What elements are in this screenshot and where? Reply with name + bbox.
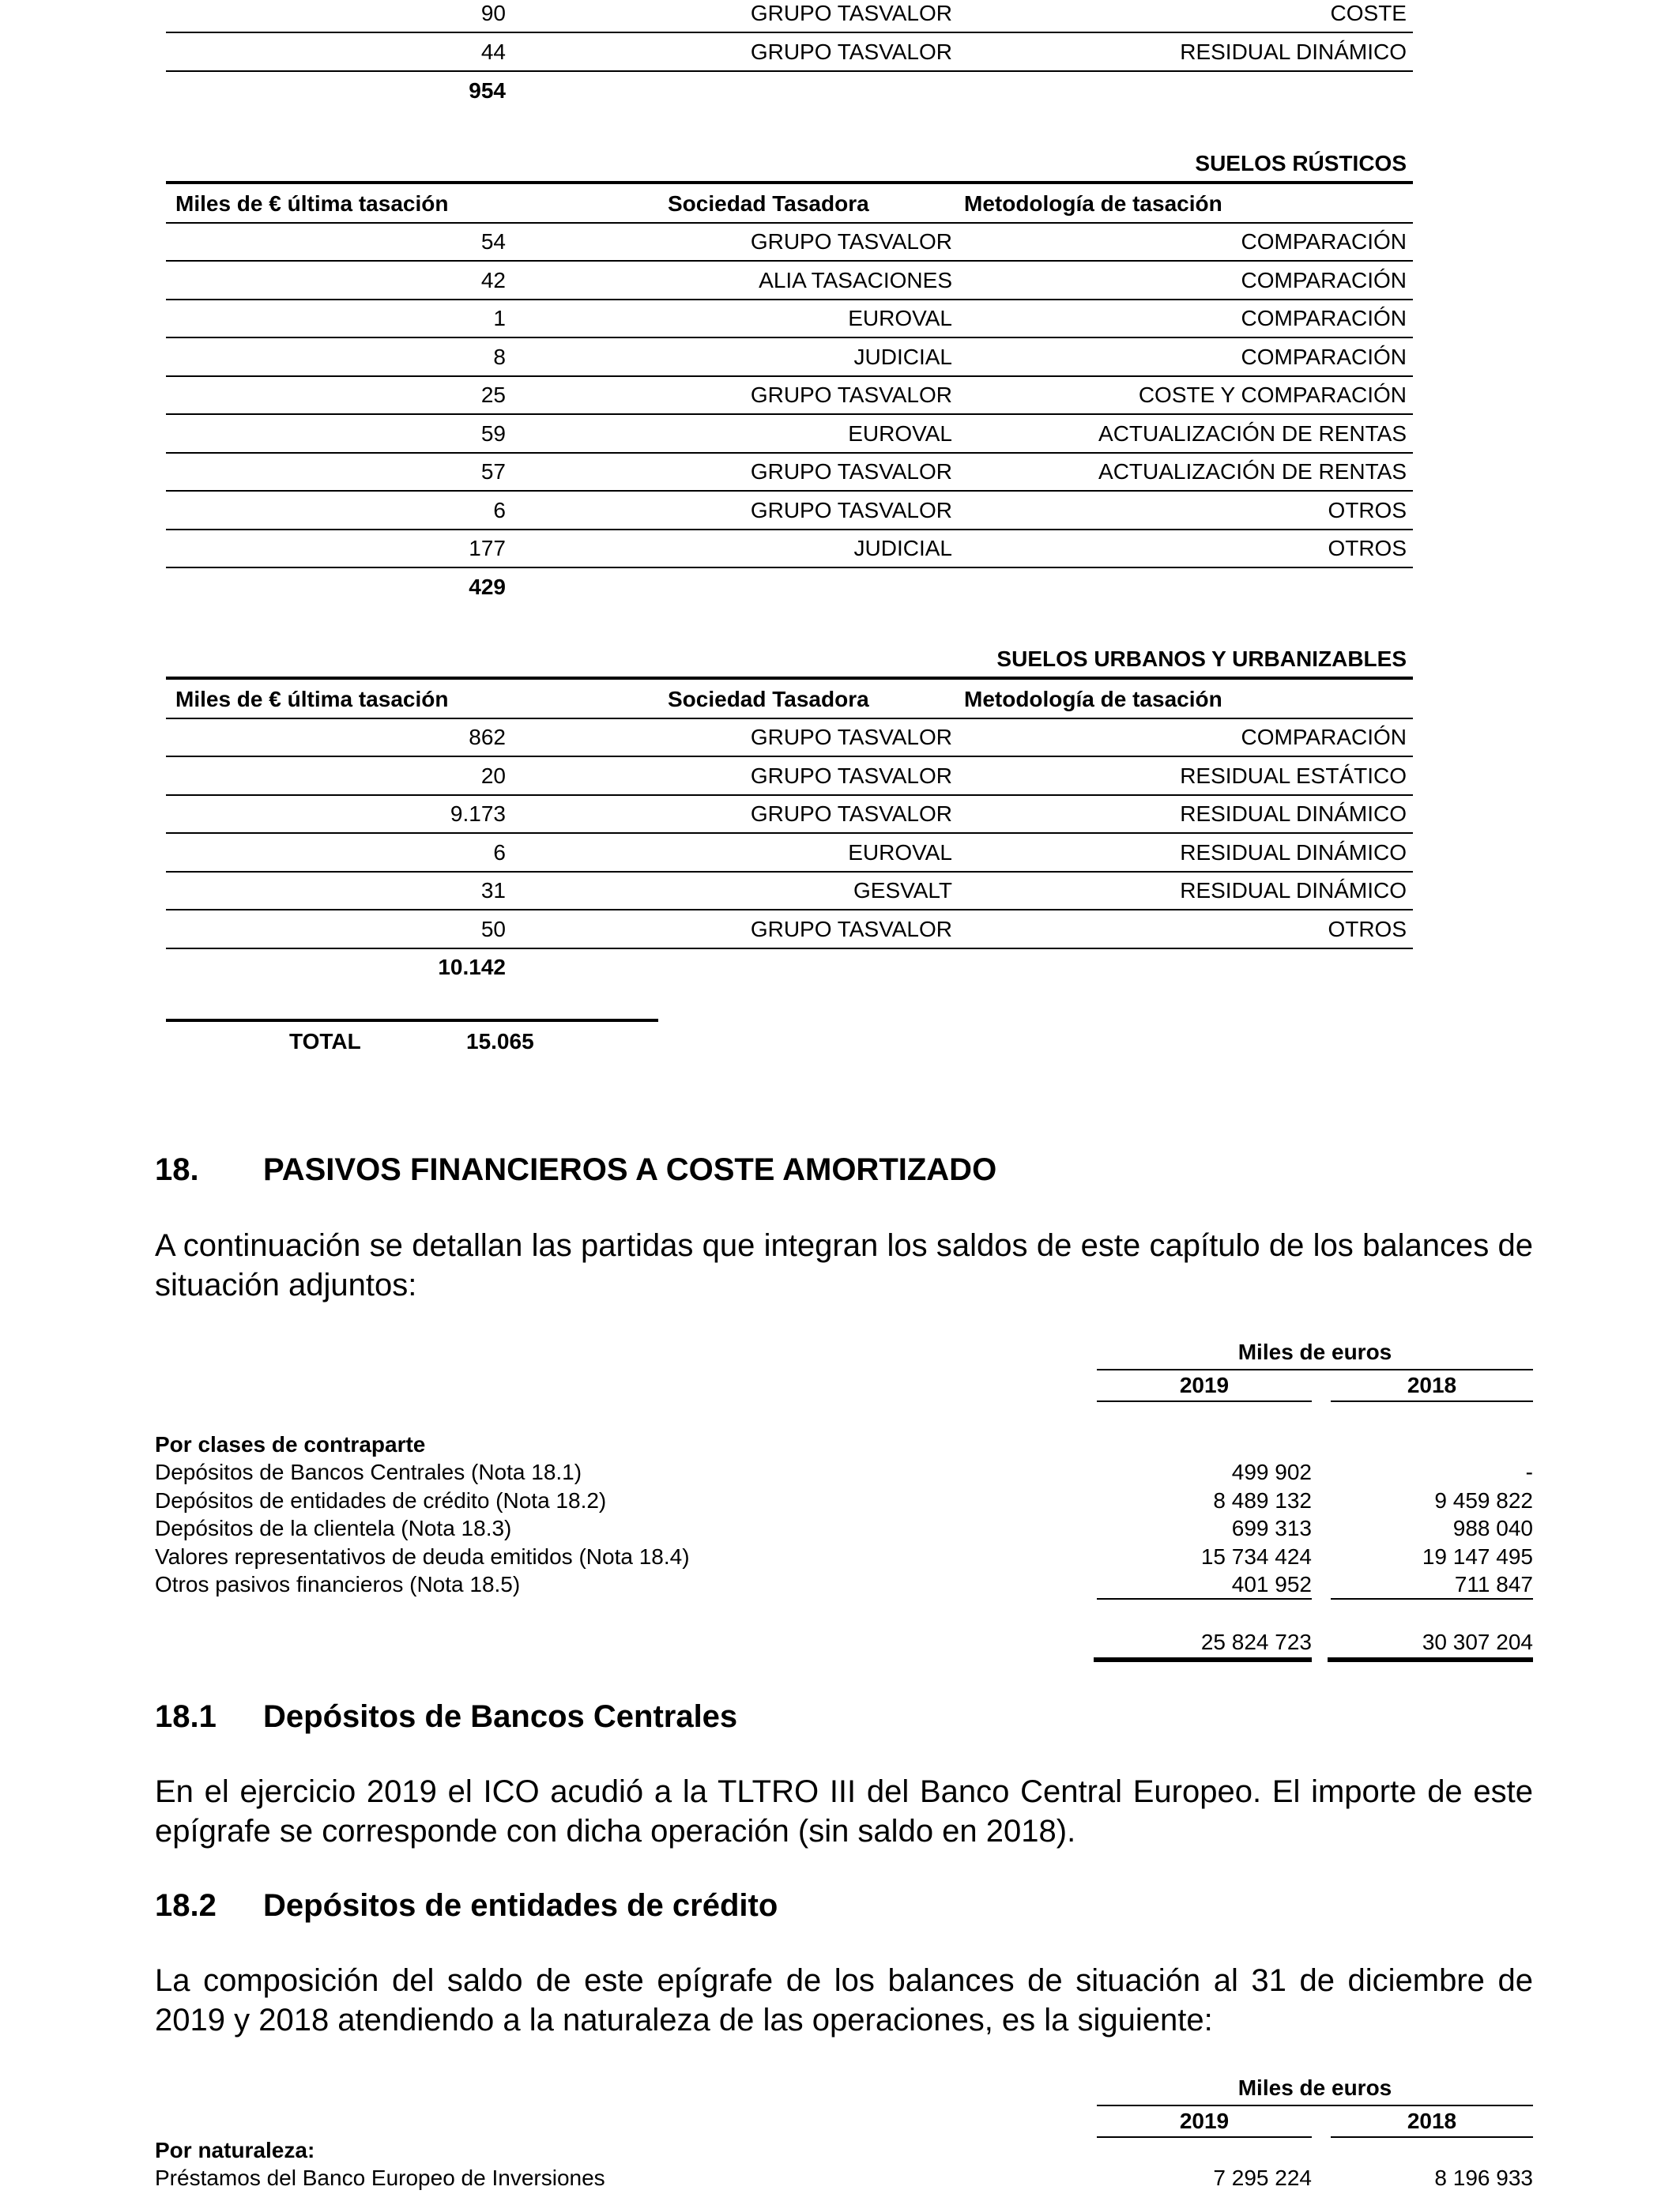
table-cell-company: EUROVAL [848,839,952,865]
table-cell-value: 20 [480,763,506,788]
row-divider [166,222,1413,224]
table-title: SUELOS RÚSTICOS [1195,151,1407,175]
total-2019: 25 824 723 [1200,1630,1312,1654]
table-cell-value: 90 [480,1,506,25]
line-item-2018: 9 459 822 [1434,1487,1533,1513]
line-item-label: Préstamos del Banco Europeo de Inversiones [155,2166,605,2190]
section-title: PASIVOS FINANCIEROS A COSTE AMORTIZADO [263,1152,997,1187]
table-cell-value: 25 [480,383,506,407]
table-cell-company: EUROVAL [848,306,952,330]
table-cell-value: 42 [480,267,506,292]
line-item-label: Valores representativos de deuda emitidos (Nota 18.4) [155,1544,690,1569]
row-divider [166,32,1413,33]
section-number: 18. [155,1152,199,1187]
column-header-company: Sociedad Tasadora [668,191,869,216]
subsection-title: Depósitos de entidades de crédito [263,1888,778,1923]
table-cell-method: COSTE [1330,1,1407,25]
table-cell-value: 6 [493,497,506,522]
year-rule-2019 [1097,2136,1312,2138]
year-rule-2018 [1331,1400,1533,1402]
subsection-number: 18.2 [155,1888,217,1923]
line-item-2018: 19 147 495 [1422,1544,1533,1569]
units-rule [1097,2105,1533,2106]
table-cell-value: 44 [480,40,506,64]
table-cell-value: 9.173 [450,801,506,826]
total-value: 15.065 [466,1029,534,1054]
units-rule [1097,1369,1533,1370]
units-header: Miles de euros [1237,2075,1392,2100]
subsection-title: Depósitos de Bancos Centrales [263,1699,738,1734]
table-cell-method: ACTUALIZACIÓN DE RENTAS [1098,459,1407,484]
header-rule [166,677,1413,680]
table-cell-company: GESVALT [853,878,952,903]
table-cell-value: 177 [469,536,506,560]
row-divider [166,260,1413,262]
row-divider [166,909,1413,910]
row-divider [166,832,1413,834]
table-cell-method: COMPARACIÓN [1241,725,1407,749]
year-header-2019: 2019 [1179,1373,1230,1397]
row-divider [166,299,1413,300]
table-cell-value: 862 [469,725,506,749]
line-item-label: Otros pasivos financieros (Nota 18.5) [155,1572,521,1597]
line-item-2018: 988 040 [1452,1516,1533,1541]
year-header-2018: 2018 [1407,1373,1457,1397]
table-cell-company: GRUPO TASVALOR [750,229,952,254]
row-divider [166,375,1413,377]
row-divider [166,871,1413,873]
section-intro: A continuación se detallan las partidas que integran los saldos de este capítulo de los balances de situación adjuntos: [155,1228,1533,1302]
subtotal-rule-2019 [1097,1598,1312,1600]
line-item-2019: 7 295 224 [1213,2166,1312,2190]
row-divider [166,948,1413,949]
table-cell-method: COMPARACIÓN [1241,344,1407,369]
table-cell-company: GRUPO TASVALOR [750,459,952,484]
subtotal-rule-2018 [1331,1598,1533,1600]
line-item-2018: 711 847 [1454,1572,1533,1597]
table-cell-company: JUDICIAL [853,344,952,369]
table-cell-method: COSTE Y COMPARACIÓN [1138,383,1407,407]
column-header-value: Miles de € última tasación [175,191,449,216]
table-cell-value: 59 [480,420,506,446]
group-label: Por clases de contraparte [155,1432,426,1457]
subtotal-value: 10.142 [438,955,506,979]
line-item-label: Depósitos de la clientela (Nota 18.3) [155,1516,512,1541]
table-cell-company: ALIA TASACIONES [759,267,952,292]
table-cell-method: RESIDUAL ESTÁTICO [1180,763,1407,788]
row-divider [166,718,1413,719]
year-rule-2018 [1331,2136,1533,2138]
row-divider [166,337,1413,338]
line-item-2019: 401 952 [1231,1572,1312,1597]
table-cell-company: JUDICIAL [853,536,952,560]
table-cell-value: 54 [480,229,506,254]
row-divider [166,794,1413,796]
line-item-2019: 15 734 424 [1200,1544,1312,1569]
table-cell-method: OTROS [1328,497,1407,522]
line-item-2019: 699 313 [1231,1516,1312,1541]
column-header-value: Miles de € última tasación [175,687,449,711]
line-item-2019: 8 489 132 [1213,1487,1312,1513]
table-cell-value: 1 [493,306,506,330]
table-cell-company: GRUPO TASVALOR [750,1,952,25]
table-cell-company: EUROVAL [848,420,952,446]
subtotal-value: 429 [469,574,506,599]
table-cell-company: GRUPO TASVALOR [750,40,952,64]
table-cell-method: OTROS [1328,536,1407,560]
table-cell-method: COMPARACIÓN [1241,306,1407,330]
column-header-company: Sociedad Tasadora [668,687,869,711]
table-cell-company: GRUPO TASVALOR [750,763,952,788]
total-double-rule-2019 [1094,1657,1312,1662]
line-item-label: Depósitos de Bancos Centrales (Nota 18.1) [155,1460,582,1484]
table-cell-method: ACTUALIZACIÓN DE RENTAS [1098,420,1407,446]
line-item-2018: - [1525,1460,1533,1484]
table-cell-method: COMPARACIÓN [1241,229,1407,254]
row-divider [166,529,1413,530]
table-cell-value: 50 [480,916,506,941]
subsection-number: 18.1 [155,1699,217,1734]
total-2018: 30 307 204 [1422,1630,1533,1654]
table-cell-method: RESIDUAL DINÁMICO [1180,878,1407,903]
subtotal-value: 954 [469,78,506,103]
table-cell-company: GRUPO TASVALOR [750,497,952,522]
table-cell-method: RESIDUAL DINÁMICO [1180,839,1407,865]
total-rule [166,1019,658,1022]
table-cell-method: COMPARACIÓN [1241,267,1407,292]
year-header-2019: 2019 [1179,2109,1230,2133]
group-label: Por naturaleza: [155,2138,315,2162]
year-header-2018: 2018 [1407,2109,1457,2133]
row-divider [166,70,1413,72]
table-cell-value: 57 [480,459,506,484]
table-cell-value: 8 [493,344,506,369]
row-divider [166,756,1413,757]
table-cell-company: GRUPO TASVALOR [750,725,952,749]
table-title: SUELOS URBANOS Y URBANIZABLES [996,647,1407,671]
column-header-method: Metodología de tasación [964,687,1222,711]
row-divider [166,490,1413,492]
units-header: Miles de euros [1237,1340,1392,1364]
row-divider [166,452,1413,454]
row-divider [166,413,1413,415]
table-cell-company: GRUPO TASVALOR [750,383,952,407]
column-header-method: Metodología de tasación [964,191,1222,216]
table-cell-value: 31 [480,878,506,903]
header-rule [166,181,1413,184]
table-cell-method: RESIDUAL DINÁMICO [1180,801,1407,826]
subsection-text: En el ejercicio 2019 el ICO acudió a la TLTRO III del Banco Central Europeo. El importe de este epígrafe se corresponde con dicha operación (sin saldo en 2018). [155,1774,1533,1849]
row-divider [166,567,1413,568]
line-item-2019: 499 902 [1231,1460,1312,1484]
subsection-text: La composición del saldo de este epígrafe de los balances de situación al 31 de diciembre de 2019 y 2018 atendiendo a la naturaleza de las operaciones, es la siguiente: [155,1963,1533,2038]
table-cell-method: OTROS [1328,916,1407,941]
line-item-label: Depósitos de entidades de crédito (Nota 18.2) [155,1487,607,1513]
total-label: TOTAL [289,1029,361,1054]
total-double-rule-2018 [1328,1657,1533,1662]
year-rule-2019 [1097,1400,1312,1402]
line-item-2018: 8 196 933 [1434,2166,1533,2190]
table-cell-method: RESIDUAL DINÁMICO [1180,40,1407,64]
table-cell-company: GRUPO TASVALOR [750,801,952,826]
table-cell-company: GRUPO TASVALOR [750,916,952,941]
table-cell-value: 6 [493,839,506,865]
